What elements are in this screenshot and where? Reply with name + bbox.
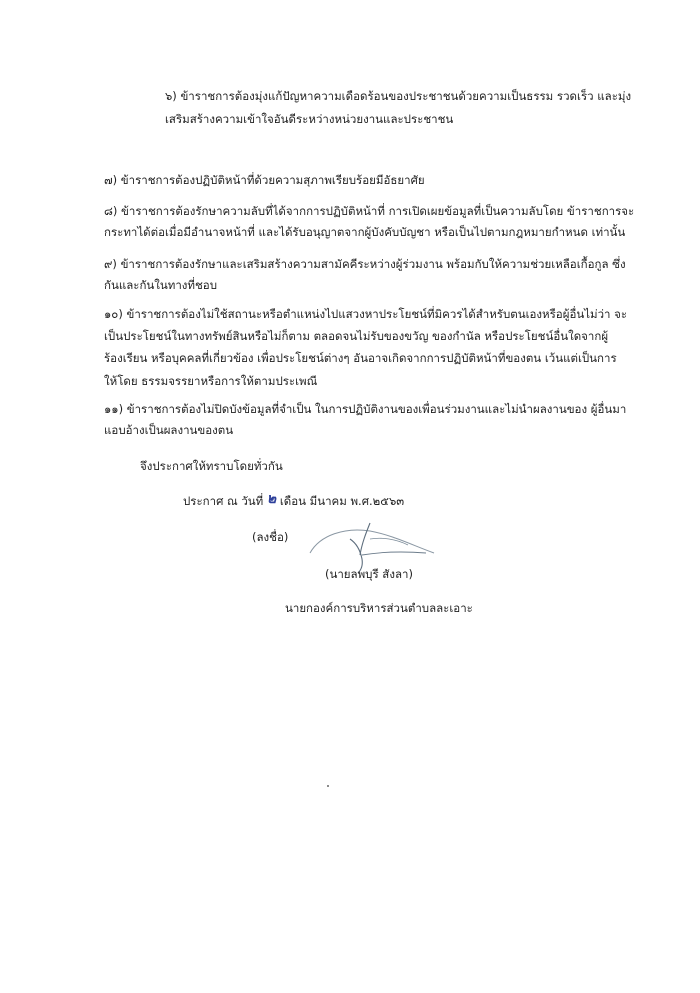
clause-10-line-3: ร้องเรียน หรือบุคคลที่เกี่ยวข้อง เพื่อประโยชน์ต่างๆ อันอาจเกิดจากการปฏิบัติหน้าที่ของตน เว้นแต่เป็นการ bbox=[104, 351, 617, 365]
date-day-handwritten: ๒ bbox=[266, 491, 277, 507]
clause-6-line-1: ๖) ข้าราชการต้องมุ่งแก้ปัญหาความเดือดร้อนของประชาชนด้วยความเป็นธรรม รวดเร็ว และมุ่ง bbox=[165, 89, 632, 103]
clause-9-line-1: ๙) ข้าราชการต้องรักษาและเสริมสร้างความสามัคคีระหว่างผู้ร่วมงาน พร้อมกับให้ความช่วยเหลือเกื้อกูล ซึ่ง bbox=[104, 257, 626, 271]
date-suffix: เดือน มีนาคม พ.ศ.๒๕๖๓ bbox=[279, 494, 405, 508]
date-prefix: ประกาศ ณ วันที่ bbox=[183, 494, 264, 508]
clause-6-line-2: เสริมสร้างความเข้าใจอันดีระหว่างหน่วยงานและประชาชน bbox=[165, 112, 454, 126]
signer-name: (นายลพบุรี สังลา) bbox=[325, 567, 413, 581]
clause-10-line-1: ๑๐) ข้าราชการต้องไม่ใช้สถานะหรือตำแหน่งไปแสวงหาประโยชน์ที่มิควรได้สำหรับตนเองหรือผู้อื่นไม่ว่า จะ bbox=[104, 307, 628, 321]
announcement-line: จึงประกาศให้ทราบโดยทั่วกัน bbox=[140, 459, 283, 473]
clause-8-line-1: ๘) ข้าราชการต้องรักษาความลับที่ได้จากการปฏิบัติหน้าที่ การเปิดเผยข้อมูลที่เป็นความลับโดย ข้าราชการจะ bbox=[104, 204, 635, 218]
clause-10-line-4: ให้โดย ธรรมจรรยาหรือการให้ตามประเพณี bbox=[104, 374, 318, 388]
scan-speck bbox=[327, 785, 329, 787]
clause-9-line-2: กันและกันในทางที่ชอบ bbox=[104, 278, 218, 292]
clause-7-line-1: ๗) ข้าราชการต้องปฏิบัติหน้าที่ด้วยความสุภาพเรียบร้อยมีอัธยาศัย bbox=[104, 173, 425, 187]
clause-8-line-2: กระทาได้ต่อเมื่อมีอำนาจหน้าที่ และได้รับอนุญาตจากผู้บังคับบัญชา หรือเป็นไปตามกฎหมายกำหนด เท่านั้น bbox=[104, 225, 626, 239]
signer-position: นายกองค์การบริหารส่วนตำบลละเอาะ bbox=[285, 601, 473, 615]
announcement-date bbox=[183, 493, 404, 509]
clause-11-line-2: แอบอ้างเป็นผลงานของตน bbox=[104, 423, 234, 437]
clause-10-line-2: เป็นประโยชน์ในทางทรัพย์สินหรือไม่ก็ตาม ตลอดจนไม่รับของขวัญ ของกำนัล หรือประโยชน์อื่นใดจากผู้ bbox=[104, 329, 609, 343]
sign-label: (ลงชื่อ) bbox=[252, 530, 289, 544]
clause-11-line-1: ๑๑) ข้าราชการต้องไม่ปิดบังข้อมูลที่จำเป็น ในการปฏิบัติงานของเพื่อนร่วมงานและไม่นำผลงานของ ผู้อื่นมา bbox=[104, 402, 627, 416]
